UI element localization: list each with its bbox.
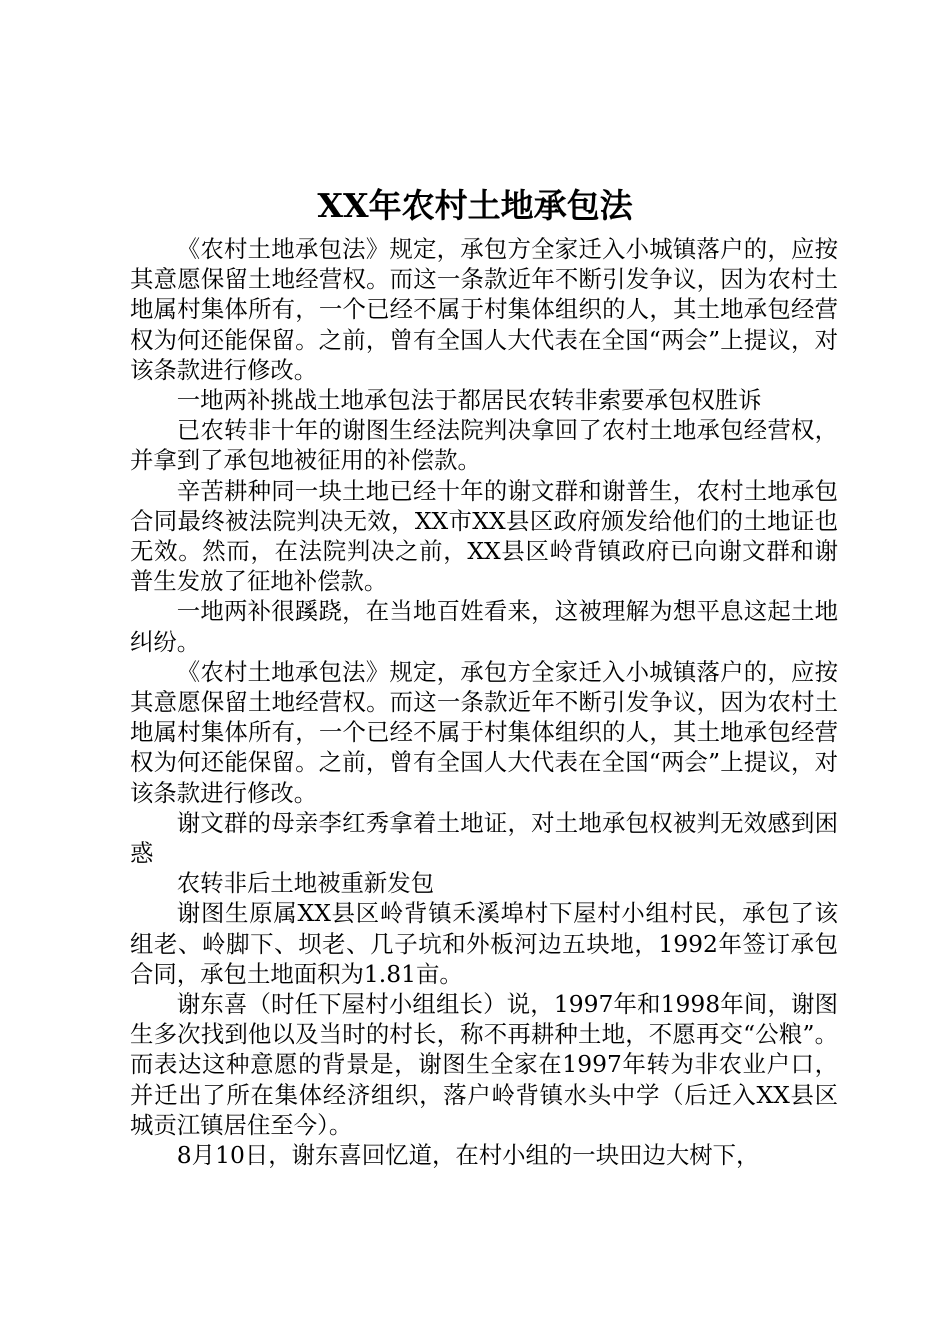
paragraph: 谢文群的母亲李红秀拿着土地证，对土地承包权被判无效感到困惑 bbox=[130, 808, 838, 868]
paragraph: 已农转非十年的谢图生经法院判决拿回了农村土地承包经营权，并拿到了承包地被征用的补偿款。 bbox=[130, 416, 838, 475]
paragraph: 辛苦耕种同一块土地已经十年的谢文群和谢普生，农村土地承包合同最终被法院判决无效，XX市XX县区政府颁发给他们的土地证也无效。然而，在法院判决之前，XX县区岭背镇政府已向谢文群和谢普生发放了征地补偿款。 bbox=[130, 476, 838, 596]
paragraph: 谢图生原属XX县区岭背镇禾溪埠村下屋村小组村民，承包了该组老、岭脚下、坝老、几子坑和外板河边五块地，1992年签订承包合同，承包土地面积为1.81亩。 bbox=[130, 899, 838, 988]
document-title: XX年农村土地承包法 bbox=[317, 186, 633, 225]
paragraph: 8月10日，谢东喜回忆道，在村小组的一块田边大树下， bbox=[176, 1141, 760, 1170]
document-body bbox=[130, 234, 838, 1170]
paragraph: 一地两补挑战土地承包法于都居民农转非索要承包权胜诉 bbox=[176, 386, 762, 415]
paragraph: 一地两补很蹊跷，在当地百姓看来，这被理解为想平息这起土地纠纷。 bbox=[130, 597, 838, 656]
paragraph: 《农村土地承包法》规定，承包方全家迁入小城镇落户的，应按其意愿保留土地经营权。而这一条款近年不断引发争议，因为农村土地属村集体所有，一个已经不属于村集体组织的人，其土地承包经营权为何还能保留。之前，曾有全国人大代表在全国“两会”上提议，对该条款进行修改。 bbox=[130, 235, 838, 384]
paragraph: 谢东喜（时任下屋村小组组长）说，1997年和1998年间，谢图生多次找到他以及当时的村长，称不再耕种土地，不愿再交“公粮”。而表达这种意愿的背景是，谢图生全家在1997年转为非农业户口，并迁出了所在集体经济组织，落户岭背镇水头中学（后迁入XX县区城贡江镇居住至今）。 bbox=[130, 990, 838, 1139]
paragraph: 《农村土地承包法》规定，承包方全家迁入小城镇落户的，应按其意愿保留土地经营权。而这一条款近年不断引发争议，因为农村土地属村集体所有，一个已经不属于村集体组织的人，其土地承包经营权为何还能保留。之前，曾有全国人大代表在全国“两会”上提议，对该条款进行修改。 bbox=[130, 657, 838, 807]
paragraph: 农转非后土地被重新发包 bbox=[176, 869, 435, 898]
